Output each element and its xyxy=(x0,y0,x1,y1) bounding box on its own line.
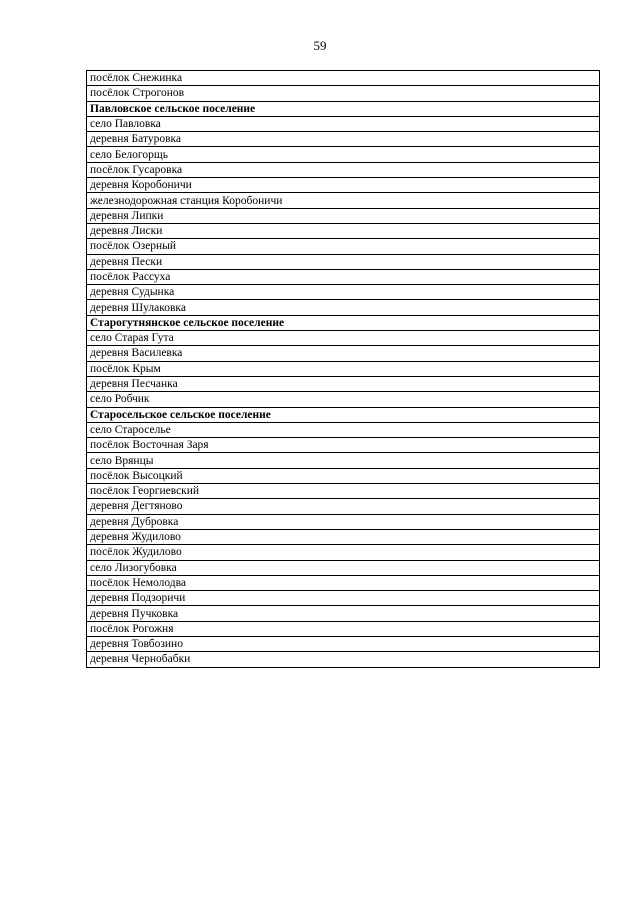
settlement-name-cell: посёлок Высоцкий xyxy=(87,468,600,483)
settlement-name-cell: село Староселье xyxy=(87,422,600,437)
table-row xyxy=(87,468,600,483)
table-row xyxy=(87,331,600,346)
settlement-name-cell: посёлок Немолодва xyxy=(87,575,600,590)
table-row xyxy=(87,254,600,269)
settlement-name-cell: село Старая Гута xyxy=(87,331,600,346)
settlement-name-cell: посёлок Крым xyxy=(87,361,600,376)
settlement-name-cell: деревня Дубровка xyxy=(87,514,600,529)
settlement-name-cell: деревня Подзоричи xyxy=(87,591,600,606)
settlement-name-cell: деревня Лиски xyxy=(87,223,600,238)
table-row xyxy=(87,545,600,560)
table-row xyxy=(87,86,600,101)
settlement-name-cell: деревня Жудилово xyxy=(87,529,600,544)
settlement-name-cell: посёлок Гусаровка xyxy=(87,162,600,177)
section-header-cell: Старогутнянское сельское поселение xyxy=(87,315,600,330)
table-row xyxy=(87,438,600,453)
settlement-name-cell: деревня Василевка xyxy=(87,346,600,361)
section-header-cell: Павловское сельское поселение xyxy=(87,101,600,116)
settlement-name-cell: деревня Пучковка xyxy=(87,606,600,621)
settlement-name-cell: деревня Пески xyxy=(87,254,600,269)
settlement-name-cell: деревня Чернобабки xyxy=(87,652,600,667)
settlement-name-cell: деревня Судынка xyxy=(87,285,600,300)
table-row xyxy=(87,116,600,131)
settlement-name-cell: деревня Песчанка xyxy=(87,376,600,391)
table-row xyxy=(87,606,600,621)
settlement-name-cell: посёлок Жудилово xyxy=(87,545,600,560)
table-row xyxy=(87,162,600,177)
settlement-name-cell: село Белогорщь xyxy=(87,147,600,162)
table-row xyxy=(87,652,600,667)
table-row xyxy=(87,300,600,315)
table-row xyxy=(87,223,600,238)
table-row xyxy=(87,147,600,162)
settlement-name-cell: село Врянцы xyxy=(87,453,600,468)
settlement-name-cell: железнодорожная станция Коробоничи xyxy=(87,193,600,208)
settlement-name-cell: посёлок Рогожня xyxy=(87,621,600,636)
table-row xyxy=(87,132,600,147)
settlement-name-cell: посёлок Георгиевский xyxy=(87,484,600,499)
table-row xyxy=(87,453,600,468)
settlement-name-cell: деревня Шулаковка xyxy=(87,300,600,315)
settlement-name-cell: деревня Липки xyxy=(87,208,600,223)
settlement-name-cell: посёлок Снежинка xyxy=(87,71,600,86)
table-row xyxy=(87,269,600,284)
settlement-name-cell: посёлок Строгонов xyxy=(87,86,600,101)
section-header-row xyxy=(87,315,600,330)
table-row xyxy=(87,285,600,300)
table-row xyxy=(87,193,600,208)
table-row xyxy=(87,591,600,606)
table-row xyxy=(87,361,600,376)
settlement-name-cell: деревня Дегтяново xyxy=(87,499,600,514)
section-header-row xyxy=(87,407,600,422)
settlement-name-cell: деревня Коробоничи xyxy=(87,178,600,193)
section-header-row xyxy=(87,101,600,116)
table-row xyxy=(87,514,600,529)
settlement-name-cell: село Павловка xyxy=(87,116,600,131)
table-row xyxy=(87,499,600,514)
table-row xyxy=(87,636,600,651)
settlement-name-cell: село Лизогубовка xyxy=(87,560,600,575)
settlement-name-cell: посёлок Восточная Заря xyxy=(87,438,600,453)
page-number: 59 xyxy=(313,38,327,53)
settlement-name-cell: село Робчик xyxy=(87,392,600,407)
settlement-name-cell: деревня Батуровка xyxy=(87,132,600,147)
settlement-name-cell: деревня Товбозино xyxy=(87,636,600,651)
settlements-table xyxy=(86,70,600,668)
settlement-name-cell: посёлок Озерный xyxy=(87,239,600,254)
settlement-name-cell: посёлок Рассуха xyxy=(87,269,600,284)
section-header-cell: Старосельское сельское поселение xyxy=(87,407,600,422)
table-row xyxy=(87,575,600,590)
table-row xyxy=(87,71,600,86)
table-row xyxy=(87,484,600,499)
settlements-table-body xyxy=(87,71,600,668)
table-row xyxy=(87,178,600,193)
table-row xyxy=(87,208,600,223)
table-row xyxy=(87,621,600,636)
table-row xyxy=(87,422,600,437)
table-row xyxy=(87,392,600,407)
table-row xyxy=(87,529,600,544)
table-row xyxy=(87,346,600,361)
table-row xyxy=(87,376,600,391)
table-row xyxy=(87,239,600,254)
table-row xyxy=(87,560,600,575)
